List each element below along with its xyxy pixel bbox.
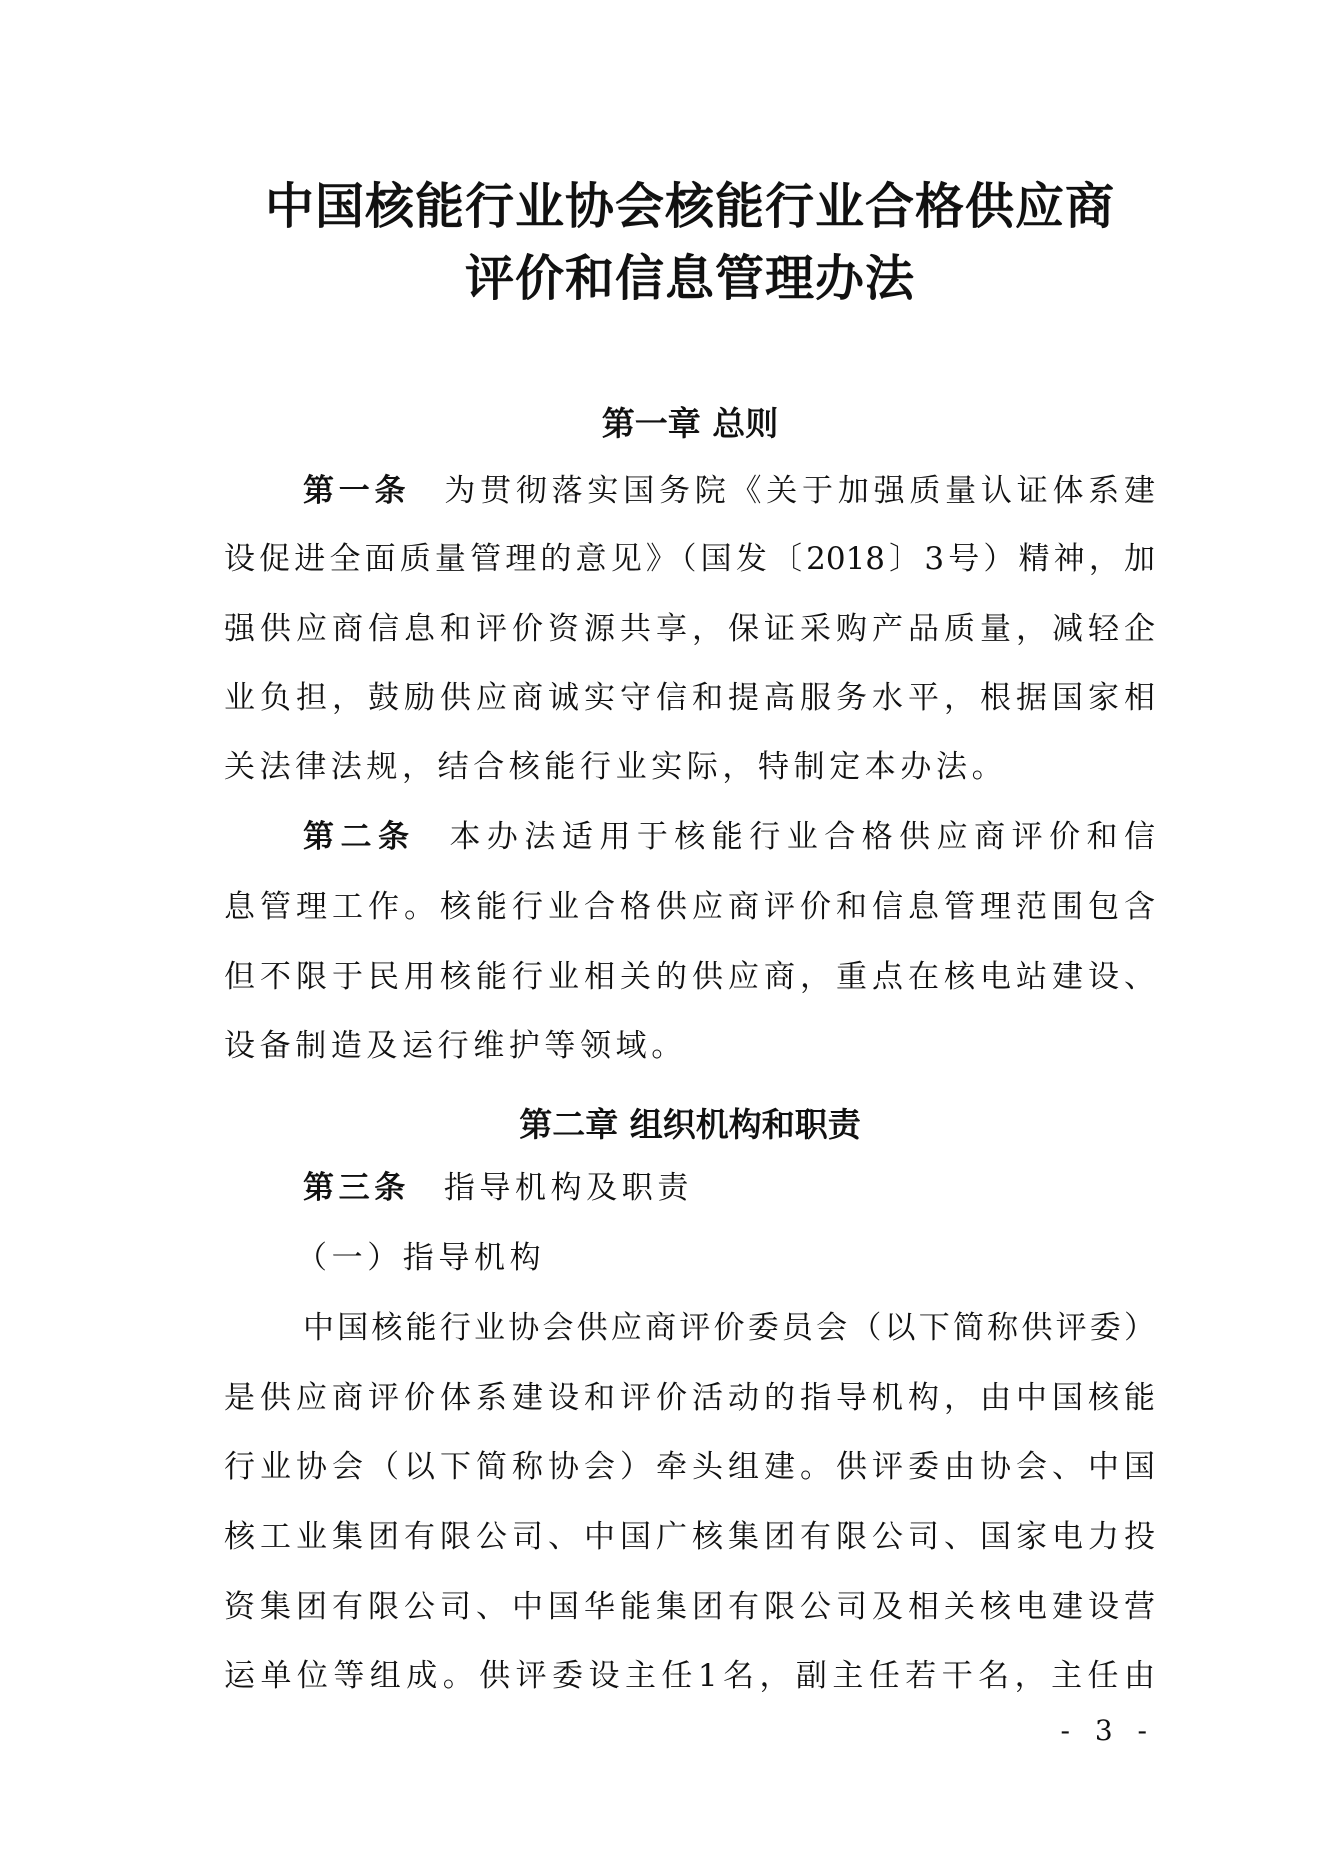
article-1-line: 关法律法规，结合核能行业实际，特制定本办法。 xyxy=(224,749,1008,785)
article-1-line xyxy=(303,471,1155,511)
article-2-line xyxy=(303,817,1155,857)
article-1-line: 强供应商信息和评价资源共享，保证采购产品质量，减轻企 xyxy=(224,611,1155,647)
chapter-heading-1: 第一章 总则 xyxy=(601,404,779,443)
article-2-line: 设备制造及运行维护等领域。 xyxy=(224,1028,687,1064)
article-text: 指导机构及职责 xyxy=(443,1170,694,1206)
paragraph-line: 资集团有限公司、中国华能集团有限公司及相关核电建设营 xyxy=(224,1589,1155,1625)
article-2-label: 第二条 xyxy=(303,819,416,855)
article-2-line: 但不限于民用核能行业相关的供应商，重点在核电站建设、 xyxy=(224,959,1155,995)
article-text: 为贯彻落实国务院《关于加强质量认证体系建 xyxy=(444,473,1156,509)
paragraph-line: 运单位等组成。供评委设主任1名，副主任若干名，主任由 xyxy=(224,1658,1155,1694)
article-1-line: 设促进全面质量管理的意见》（国发〔2018〕3号）精神，加 xyxy=(224,541,1155,577)
paragraph-line: 中国核能行业协会供应商评价委员会（以下简称供评委） xyxy=(303,1310,1155,1346)
article-text: 本办法适用于核能行业合格供应商评价和信 xyxy=(449,819,1156,855)
paragraph-line: 是供应商评价体系建设和评价活动的指导机构，由中国核能 xyxy=(224,1380,1155,1416)
paragraph-line: 核工业集团有限公司、中国广核集团有限公司、国家电力投 xyxy=(224,1519,1155,1555)
document-title-line-2: 评价和信息管理办法 xyxy=(464,249,915,307)
article-1-line: 业负担，鼓励供应商诚实守信和提高服务水平，根据国家相 xyxy=(224,680,1155,716)
article-3-line xyxy=(303,1168,1155,1208)
paragraph-line: 行业协会（以下简称协会）牵头组建。供评委由协会、中国 xyxy=(224,1449,1155,1485)
article-3-label: 第三条 xyxy=(303,1170,410,1206)
article-2-line: 息管理工作。核能行业合格供应商评价和信息管理范围包含 xyxy=(224,889,1155,925)
document-title-line-1: 中国核能行业协会核能行业合格供应商 xyxy=(264,177,1115,235)
chapter-heading-2: 第二章 组织机构和职责 xyxy=(519,1105,861,1144)
article-1-label: 第一条 xyxy=(303,473,411,509)
page-number: - 3 - xyxy=(1060,1714,1155,1747)
subsection-heading: （一）指导机构 xyxy=(296,1240,546,1276)
